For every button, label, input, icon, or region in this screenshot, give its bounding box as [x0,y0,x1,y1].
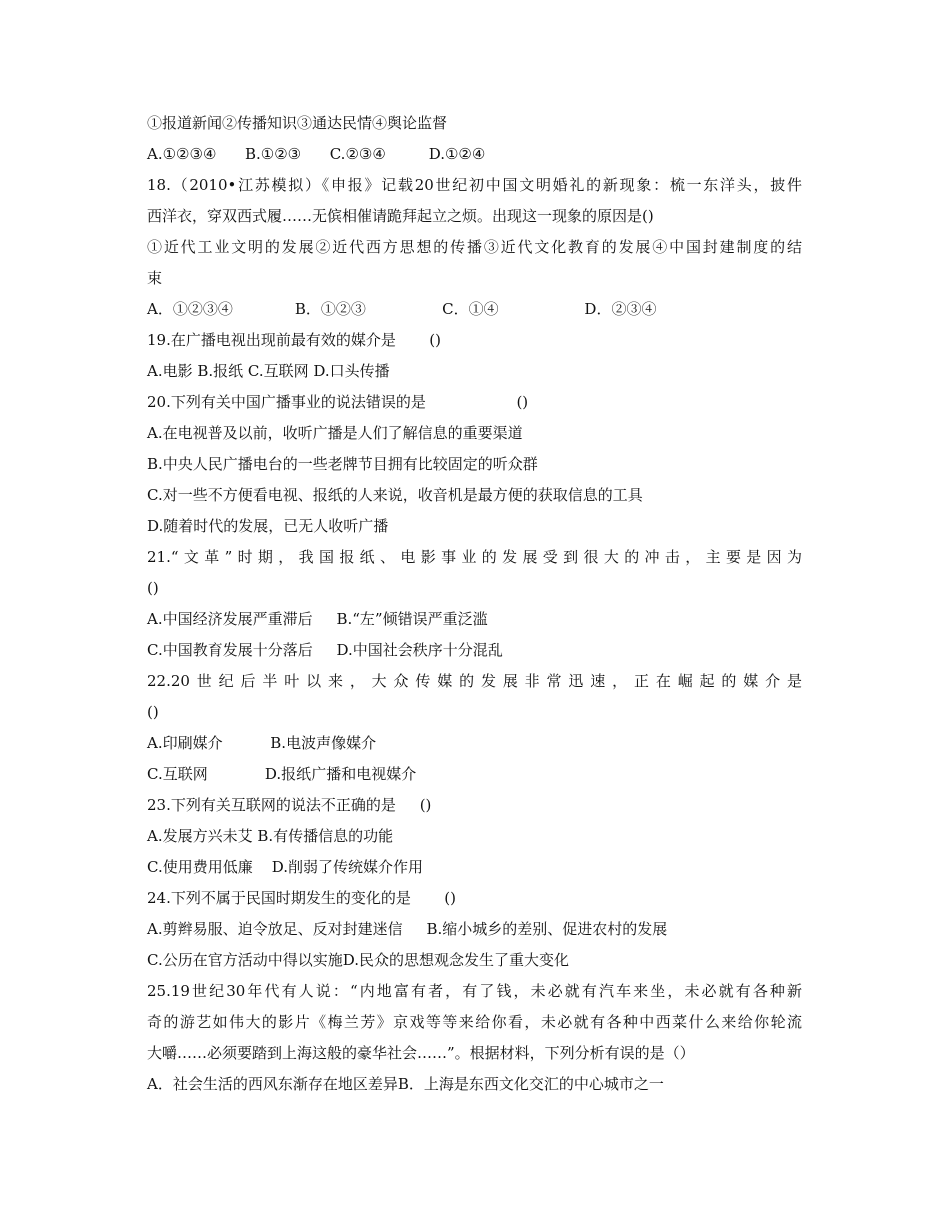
q23-options-ab: A.发展方兴未艾 B.有传播信息的功能 [147,827,394,845]
q23-stem: 23.下列有关互联网的说法不正确的是 () [147,796,432,814]
q24-options-ab: A.剪辫易服、迫令放足、反对封建迷信 B.缩小城乡的差别、促进农村的发展 [147,920,668,938]
q25-options-ab: A．社会生活的西风东渐存在地区差异B．上海是东西文化交汇的中心城市之一 [147,1075,664,1093]
q17-options-line: ①报道新闻②传播知识③通达民情④舆论监督 [147,114,448,132]
q20-option-b: B.中央人民广播电台的一些老牌节目拥有比较固定的听众群 [147,455,538,473]
q22-options-ab: A.印刷媒介 B.电波声像媒介 [147,734,377,752]
q25-stem-line-2: 奇的游艺如伟大的影片《梅兰芳》京戏等等来给你看，未必就有各种中西菜什么来给你轮流 [147,1013,802,1031]
q18-options-line-2: 束 [147,269,163,287]
q19-answer-choices: A.电影 B.报纸 C.互联网 D.口头传播 [147,362,390,380]
q21-options-cd: C.中国教育发展十分落后 D.中国社会秩序十分混乱 [147,641,503,659]
q20-option-d: D.随着时代的发展，已无人收听广播 [147,517,389,535]
q18-options-line-1: ①近代工业文明的发展②近代西方思想的传播③近代文化教育的发展④中国封建制度的结 [147,238,802,256]
q20-option-c: C.对一些不方便看电视、报纸的人来说，收音机是最方便的获取信息的工具 [147,486,643,504]
q21-stem-line-2: () [147,579,159,597]
q18-stem-line-2: 西洋衣，穿双西式履……无傧相催请跪拜起立之烦。出现这一现象的原因是() [147,207,654,225]
q22-options-cd: C.互联网 D.报纸广播和电视媒介 [147,765,417,783]
q17-answer-choices: A.①②③④ B.①②③ C.②③④ D.①②④ [147,145,486,163]
q22-stem-line-1: 22.20世纪后半叶以来，大众传媒的发展非常迅速，正在崛起的媒介是 [147,672,802,690]
q24-options-cd: C.公历在官方活动中得以实施D.民众的思想观念发生了重大变化 [147,951,569,969]
q21-stem-line-1: 21.“文革”时期，我国报纸、电影事业的发展受到很大的冲击，主要是因为 [147,548,802,566]
q20-stem: 20.下列有关中国广播事业的说法错误的是 () [147,393,529,411]
q19-stem: 19.在广播电视出现前最有效的媒介是 () [147,331,441,349]
q25-stem-line-3: 大嚼……必须要踏到上海这般的豪华社会……”。根据材料，下列分析有误的是（） [147,1044,695,1062]
q21-options-ab: A.中国经济发展严重滞后 B.“左”倾错误严重泛滥 [147,610,488,628]
q25-stem-line-1: 25.19世纪30年代有人说：“内地富有者，有了钱，未必就有汽车来坐，未必就有各种新 [147,982,802,1000]
q24-stem: 24.下列不属于民国时期发生的变化的是 () [147,889,456,907]
q22-stem-line-2: () [147,703,159,721]
q18-answer-choices: A．①②③④ B．①②③ C．①④ D．②③④ [147,300,657,318]
q23-options-cd: C.使用费用低廉 D.削弱了传统媒介作用 [147,858,424,876]
q18-stem-line-1: 18.（2010•江苏模拟）《申报》记载20世纪初中国文明婚礼的新现象：梳一东洋头，披件 [147,176,802,194]
q20-option-a: A.在电视普及以前，收听广播是人们了解信息的重要渠道 [147,424,523,442]
